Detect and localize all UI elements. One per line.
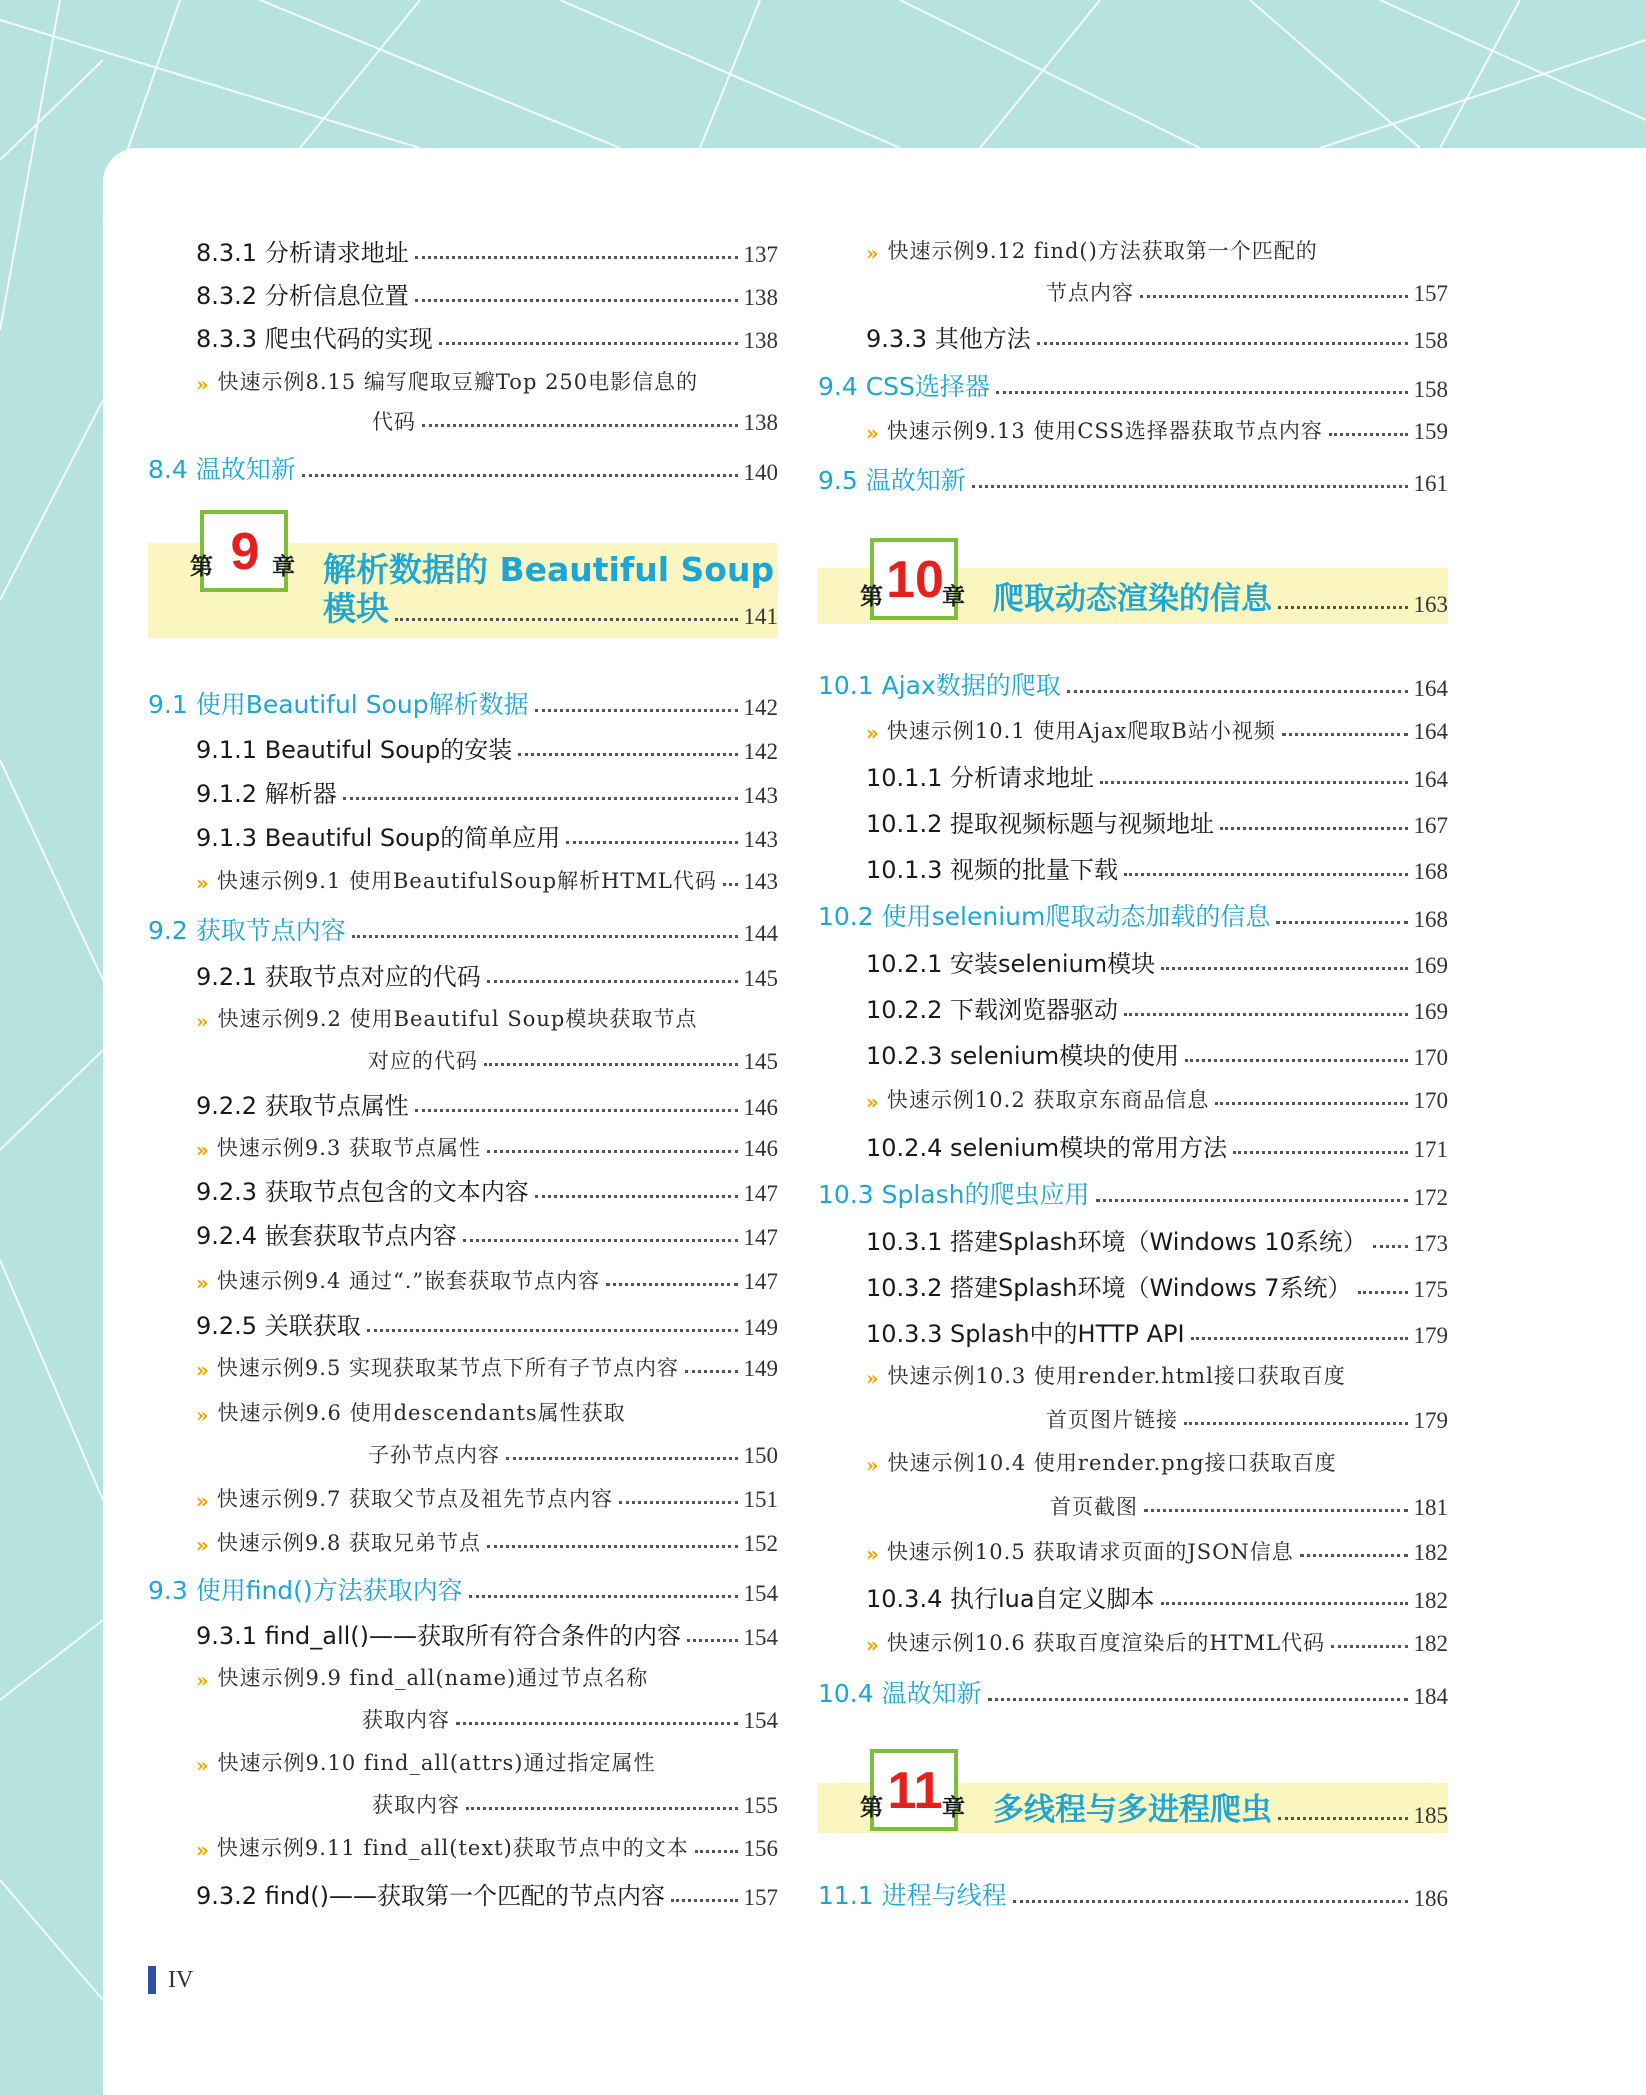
toc-entry[interactable] xyxy=(148,773,778,809)
page-ref: 149 xyxy=(743,1356,778,1381)
entry-label: 8.3.1 分析请求地址 xyxy=(196,239,409,267)
page-ref: 150 xyxy=(743,1443,778,1468)
dot-leader xyxy=(352,935,738,938)
entry-label: 代码 xyxy=(372,410,416,434)
entry-label: 9.3.3 其他方法 xyxy=(866,325,1031,353)
entry-label: 首页图片链接 xyxy=(1046,1408,1178,1432)
dot-leader xyxy=(996,391,1408,394)
page-ref: 164 xyxy=(1413,719,1448,744)
chevron-right-icon: » xyxy=(196,1533,209,1557)
chapter-heading-11[interactable] xyxy=(818,1749,1448,1833)
toc-example[interactable] xyxy=(818,409,1448,445)
chapter-title-line xyxy=(993,572,1448,618)
page-ref: 173 xyxy=(1413,1231,1448,1256)
page-ref: 143 xyxy=(743,869,778,894)
toc-example[interactable] xyxy=(148,1477,778,1513)
entry-label: 10.1.1 分析请求地址 xyxy=(866,764,1094,792)
page-ref: 169 xyxy=(1413,953,1448,978)
dot-leader xyxy=(566,841,737,844)
entry-label: 快速示例9.4 通过“.”嵌套获取节点内容 xyxy=(216,1269,601,1293)
toc-entry[interactable] xyxy=(148,1171,778,1207)
toc-section[interactable] xyxy=(148,450,778,486)
page-ref: 146 xyxy=(743,1136,778,1161)
dot-leader xyxy=(1329,433,1408,436)
toc-example[interactable] xyxy=(148,1346,778,1382)
page-ref: 179 xyxy=(1413,1323,1448,1348)
entry-label: 9.2.2 获取节点属性 xyxy=(196,1092,409,1120)
dot-leader xyxy=(972,485,1408,488)
toc-entry[interactable] xyxy=(818,943,1448,979)
dot-leader xyxy=(1278,606,1408,609)
entry-label: 10.3.1 搭建Splash环境（Windows 10系统） xyxy=(866,1228,1367,1256)
dot-leader xyxy=(1373,1245,1408,1248)
page-footer xyxy=(148,1965,193,1995)
dot-leader xyxy=(1215,1102,1407,1105)
chapter-title-line xyxy=(993,1785,1448,1829)
page-ref: 168 xyxy=(1413,907,1448,932)
entry-label: 9.1.1 Beautiful Soup的安装 xyxy=(196,736,513,764)
toc-entry[interactable] xyxy=(148,232,778,268)
toc-entry[interactable] xyxy=(148,1615,778,1651)
entry-label: 获取内容 xyxy=(362,1708,450,1732)
entry-label: 9.3.1 find_all()——获取所有符合条件的内容 xyxy=(196,1622,682,1650)
page-ref: 147 xyxy=(743,1269,778,1294)
entry-label: 快速示例10.4 使用render.png接口获取百度 xyxy=(887,1451,1337,1475)
dot-leader xyxy=(466,1807,738,1810)
entry-label: 8.3.2 分析信息位置 xyxy=(196,282,409,310)
dot-leader xyxy=(484,1063,738,1066)
toc-entry[interactable] xyxy=(148,729,778,765)
dot-leader xyxy=(415,256,738,259)
dot-leader xyxy=(606,1283,737,1286)
dot-leader xyxy=(1067,690,1408,693)
example-entry-line1[interactable] xyxy=(866,1441,1337,1477)
dot-leader xyxy=(469,1595,738,1598)
page-ref: 157 xyxy=(743,1885,778,1910)
toc-section[interactable] xyxy=(148,911,778,947)
dot-leader xyxy=(1184,1422,1408,1425)
entry-label: 9.2.5 关联获取 xyxy=(196,1312,361,1340)
entry-label: 9.2.3 获取节点包含的文本内容 xyxy=(196,1178,529,1206)
chapter-suffix: 章 xyxy=(272,554,295,580)
section-label: 8.4 温故知新 xyxy=(148,455,296,484)
chapter-title: 模块 xyxy=(323,589,389,628)
entry-label: 对应的代码 xyxy=(368,1049,478,1073)
dot-leader xyxy=(1185,1059,1407,1062)
dot-leader xyxy=(1161,1602,1408,1605)
page-ref: 145 xyxy=(743,966,778,991)
chapter-title: 解析数据的 Beautiful Soup xyxy=(323,550,775,589)
toc-section[interactable] xyxy=(818,461,1448,497)
entry-label: 10.3.4 执行lua自定义脚本 xyxy=(866,1585,1155,1613)
toc-entry[interactable] xyxy=(818,318,1448,354)
dot-leader xyxy=(1100,781,1408,784)
page-ref: 147 xyxy=(743,1181,778,1206)
entry-label: 子孙节点内容 xyxy=(368,1443,500,1467)
chevron-right-icon: » xyxy=(196,1838,209,1862)
chevron-right-icon: » xyxy=(866,241,880,265)
dot-leader xyxy=(415,299,738,302)
dot-leader xyxy=(302,474,738,477)
chapter-suffix: 章 xyxy=(942,584,965,610)
entry-label: 快速示例10.1 使用Ajax爬取B站小视频 xyxy=(886,719,1276,743)
dot-leader xyxy=(535,709,738,712)
example-entry-line1[interactable] xyxy=(196,997,697,1033)
entry-label: 快速示例10.6 获取百度渲染后的HTML代码 xyxy=(886,1631,1326,1655)
page-ref: 169 xyxy=(1413,999,1448,1024)
page-ref: 182 xyxy=(1413,1588,1448,1613)
toc-entry[interactable] xyxy=(818,989,1448,1025)
example-entry-line1[interactable] xyxy=(196,1741,655,1777)
page-ref: 181 xyxy=(1413,1495,1448,1520)
page-ref: 184 xyxy=(1413,1684,1448,1709)
entry-label: 首页截图 xyxy=(1050,1495,1138,1519)
page-ref: 163 xyxy=(1413,592,1448,617)
page-ref: 154 xyxy=(743,1581,778,1606)
chapter-number: 10 xyxy=(886,551,944,609)
page-ref: 147 xyxy=(743,1225,778,1250)
page-ref: 141 xyxy=(743,604,778,629)
dot-leader xyxy=(1276,921,1407,924)
dot-leader xyxy=(1144,1509,1408,1512)
section-label: 9.3 使用find()方法获取内容 xyxy=(148,1576,463,1605)
entry-label: 9.1.2 解析器 xyxy=(196,780,337,808)
toc-entry[interactable] xyxy=(148,400,778,436)
page-ref: 161 xyxy=(1413,471,1448,496)
toc-entry[interactable] xyxy=(818,803,1448,839)
entry-label: 10.1.2 提取视频标题与视频地址 xyxy=(866,810,1214,838)
page-ref: 138 xyxy=(743,410,778,435)
toc-entry[interactable] xyxy=(818,1485,1448,1521)
chevron-right-icon: » xyxy=(866,1090,879,1114)
page-ref: 142 xyxy=(743,739,778,764)
chevron-right-icon: » xyxy=(866,721,879,745)
section-label: 9.4 CSS选择器 xyxy=(818,372,990,401)
toc-entry[interactable] xyxy=(148,817,778,853)
chevron-right-icon: » xyxy=(196,1009,210,1033)
chevron-right-icon: » xyxy=(196,1403,210,1427)
entry-label: 快速示例9.5 实现获取某节点下所有子节点内容 xyxy=(216,1356,679,1380)
dot-leader xyxy=(723,883,738,886)
footer-marker xyxy=(148,1966,156,1994)
toc-section[interactable] xyxy=(818,367,1448,403)
toc-entry[interactable] xyxy=(148,275,778,311)
dot-leader xyxy=(1233,1151,1407,1154)
toc-example[interactable] xyxy=(818,1078,1448,1114)
page-ref: 170 xyxy=(1413,1088,1448,1113)
dot-leader xyxy=(506,1457,738,1460)
chevron-right-icon: » xyxy=(866,1453,880,1477)
example-entry-line1[interactable] xyxy=(196,1391,626,1427)
chevron-right-icon: » xyxy=(196,1138,209,1162)
chevron-right-icon: » xyxy=(196,871,209,895)
dot-leader xyxy=(1037,342,1408,345)
page-ref: 154 xyxy=(743,1625,778,1650)
dot-leader xyxy=(685,1370,738,1373)
chevron-right-icon: » xyxy=(196,372,210,396)
chevron-right-icon: » xyxy=(866,1366,880,1390)
entry-label: 10.2.1 安装selenium模块 xyxy=(866,950,1156,978)
entry-label: 9.2.4 嵌套获取节点内容 xyxy=(196,1222,457,1250)
entry-label: 快速示例10.3 使用render.html接口获取百度 xyxy=(887,1364,1346,1388)
entry-label: 快速示例8.15 编写爬取豆瓣Top 250电影信息的 xyxy=(217,370,699,394)
toc-entry[interactable] xyxy=(148,1875,778,1911)
section-label: 10.2 使用selenium爬取动态加载的信息 xyxy=(818,902,1271,931)
chapter-prefix: 第 xyxy=(190,554,213,580)
entry-label: 10.3.3 Splash中的HTTP API xyxy=(866,1320,1185,1348)
page-ref: 171 xyxy=(1413,1137,1448,1162)
toc-right-column xyxy=(818,0,1448,2095)
section-label: 9.2 获取节点内容 xyxy=(148,916,346,945)
page-ref: 179 xyxy=(1413,1408,1448,1433)
entry-label: 节点内容 xyxy=(1046,281,1134,305)
chevron-right-icon: » xyxy=(866,1633,879,1657)
toc-entry[interactable] xyxy=(148,1433,778,1469)
dot-leader xyxy=(1358,1291,1408,1294)
toc-entry[interactable] xyxy=(818,1127,1448,1163)
entry-label: 快速示例9.7 获取父节点及祖先节点内容 xyxy=(216,1487,613,1511)
chapter-heading-9[interactable] xyxy=(148,508,778,638)
dot-leader xyxy=(1331,1645,1407,1648)
chapter-suffix: 章 xyxy=(942,1795,965,1821)
chevron-right-icon: » xyxy=(866,1542,879,1566)
entry-label: 快速示例9.2 使用Beautiful Soup模块获取节点 xyxy=(217,1007,698,1031)
toc-section[interactable] xyxy=(148,1571,778,1607)
page-ref: 182 xyxy=(1413,1540,1448,1565)
toc-entry[interactable] xyxy=(818,271,1448,307)
dot-leader xyxy=(1278,1817,1408,1820)
page-ref: 145 xyxy=(743,1049,778,1074)
toc-section[interactable] xyxy=(818,1674,1448,1710)
page-ref: 138 xyxy=(743,285,778,310)
example-entry-line1[interactable] xyxy=(866,1354,1346,1390)
toc-entry[interactable] xyxy=(148,1215,778,1251)
section-label: 9.1 使用Beautiful Soup解析数据 xyxy=(148,690,529,719)
page-ref: 149 xyxy=(743,1315,778,1340)
dot-leader xyxy=(463,1239,738,1242)
page-ref: 167 xyxy=(1413,813,1448,838)
toc-entry[interactable] xyxy=(818,1267,1448,1303)
page-ref: 156 xyxy=(743,1836,778,1861)
page-ref: 155 xyxy=(743,1793,778,1818)
toc-section[interactable] xyxy=(818,1175,1448,1211)
dot-leader xyxy=(1124,1013,1408,1016)
chapter-title: 爬取动态渲染的信息 xyxy=(993,581,1272,617)
section-label: 10.1 Ajax数据的爬取 xyxy=(818,671,1061,700)
dot-leader xyxy=(1096,1199,1408,1202)
toc-example[interactable] xyxy=(148,1521,778,1557)
toc-entry[interactable] xyxy=(148,1783,778,1819)
chapter-title: 多线程与多进程爬虫 xyxy=(993,1792,1272,1828)
entry-label: 10.2.4 selenium模块的常用方法 xyxy=(866,1134,1228,1162)
entry-label: 9.3.2 find()——获取第一个匹配的节点内容 xyxy=(196,1882,665,1910)
dot-leader xyxy=(1220,827,1408,830)
dot-leader xyxy=(487,1150,738,1153)
section-label: 9.5 温故知新 xyxy=(818,466,966,495)
entry-label: 10.2.3 selenium模块的使用 xyxy=(866,1042,1180,1070)
page-ref: 143 xyxy=(743,783,778,808)
dot-leader xyxy=(695,1850,738,1853)
toc-example[interactable] xyxy=(818,709,1448,745)
page-ref: 182 xyxy=(1413,1631,1448,1656)
section-label: 10.3 Splash的爬虫应用 xyxy=(818,1180,1090,1209)
toc-left-column xyxy=(148,0,778,2095)
chevron-right-icon: » xyxy=(196,1753,210,1777)
toc-entry[interactable] xyxy=(148,1085,778,1121)
chapter-prefix: 第 xyxy=(860,584,883,610)
chapter-number: 9 xyxy=(230,523,260,581)
entry-label: 快速示例9.9 find_all(name)通过节点名称 xyxy=(217,1666,649,1690)
toc-entry[interactable] xyxy=(818,1221,1448,1257)
dot-leader xyxy=(988,1698,1408,1701)
toc-entry[interactable] xyxy=(148,318,778,354)
dot-leader xyxy=(343,797,738,800)
dot-leader xyxy=(1300,1554,1408,1557)
entry-label: 8.3.3 爬虫代码的实现 xyxy=(196,325,433,353)
toc-entry[interactable] xyxy=(818,1035,1448,1071)
chevron-right-icon: » xyxy=(196,1271,209,1295)
toc-section[interactable] xyxy=(818,897,1448,933)
dot-leader xyxy=(422,424,738,427)
example-entry-line1[interactable] xyxy=(196,1656,648,1692)
entry-label: 快速示例9.8 获取兄弟节点 xyxy=(216,1531,481,1555)
page-ref: 137 xyxy=(743,242,778,267)
toc-section[interactable] xyxy=(818,1876,1448,1912)
page-ref: 175 xyxy=(1413,1277,1448,1302)
dot-leader xyxy=(1282,733,1408,736)
dot-leader xyxy=(1191,1337,1408,1340)
chapter-title-line2 xyxy=(323,590,778,630)
dot-leader xyxy=(439,342,738,345)
toc-entry[interactable] xyxy=(818,1578,1448,1614)
chevron-right-icon: » xyxy=(866,421,879,445)
page-ref: 154 xyxy=(743,1708,778,1733)
chevron-right-icon: » xyxy=(196,1489,209,1513)
chapter-prefix: 第 xyxy=(860,1795,883,1821)
page-ref: 146 xyxy=(743,1095,778,1120)
entry-label: 获取内容 xyxy=(372,1793,460,1817)
chevron-right-icon: » xyxy=(196,1668,210,1692)
toc-example[interactable] xyxy=(148,1259,778,1295)
entry-label: 快速示例10.2 获取京东商品信息 xyxy=(886,1088,1210,1112)
toc-entry[interactable] xyxy=(818,1398,1448,1434)
entry-label: 快速示例9.6 使用descendants属性获取 xyxy=(217,1401,626,1425)
page-ref: 144 xyxy=(743,921,778,946)
toc-entry[interactable] xyxy=(148,1039,778,1075)
page-ref: 138 xyxy=(743,328,778,353)
dot-leader xyxy=(671,1899,738,1902)
toc-entry[interactable] xyxy=(148,1305,778,1341)
toc-section[interactable] xyxy=(818,666,1448,702)
entry-label: 10.2.2 下载浏览器驱动 xyxy=(866,996,1118,1024)
entry-label: 9.2.1 获取节点对应的代码 xyxy=(196,963,481,991)
chapter-number: 11 xyxy=(887,1762,943,1820)
example-entry-line1[interactable] xyxy=(196,360,698,396)
entry-label: 10.1.3 视频的批量下载 xyxy=(866,856,1118,884)
page-ref: 158 xyxy=(1413,328,1448,353)
example-entry-line1[interactable] xyxy=(866,229,1318,265)
toc-example[interactable] xyxy=(818,1530,1448,1566)
dot-leader xyxy=(687,1639,737,1642)
page-number: IV xyxy=(168,1966,194,1993)
page-ref: 142 xyxy=(743,695,778,720)
entry-label: 快速示例10.5 获取请求页面的JSON信息 xyxy=(886,1540,1294,1564)
chevron-right-icon: » xyxy=(196,1358,209,1382)
page-ref: 152 xyxy=(743,1531,778,1556)
section-label: 10.4 温故知新 xyxy=(818,1679,982,1708)
toc-example[interactable] xyxy=(818,1621,1448,1657)
dot-leader xyxy=(487,980,738,983)
dot-leader xyxy=(456,1722,738,1725)
toc-section[interactable] xyxy=(148,685,778,721)
page-ref: 158 xyxy=(1413,377,1448,402)
dot-leader xyxy=(518,753,737,756)
page-ref: 157 xyxy=(1413,281,1448,306)
page-ref: 164 xyxy=(1413,676,1448,701)
entry-label: 9.1.3 Beautiful Soup的简单应用 xyxy=(196,824,561,852)
entry-label: 快速示例9.13 使用CSS选择器获取节点内容 xyxy=(886,419,1323,443)
entry-label: 快速示例9.1 使用BeautifulSoup解析HTML代码 xyxy=(216,869,717,893)
section-label: 11.1 进程与线程 xyxy=(818,1881,1007,1910)
toc-example[interactable] xyxy=(148,1126,778,1162)
dot-leader xyxy=(535,1195,738,1198)
page-ref: 164 xyxy=(1413,767,1448,792)
toc-entry[interactable] xyxy=(818,757,1448,793)
entry-label: 快速示例9.10 find_all(attrs)通过指定属性 xyxy=(217,1751,656,1775)
page-ref: 143 xyxy=(743,827,778,852)
page-ref: 159 xyxy=(1413,419,1448,444)
page-ref: 140 xyxy=(743,460,778,485)
page-ref: 172 xyxy=(1413,1185,1448,1210)
page-ref: 170 xyxy=(1413,1045,1448,1070)
dot-leader xyxy=(619,1501,738,1504)
dot-leader xyxy=(1013,1900,1408,1903)
page-ref: 186 xyxy=(1413,1886,1448,1911)
dot-leader xyxy=(415,1109,738,1112)
toc-entry[interactable] xyxy=(818,849,1448,885)
dot-leader xyxy=(487,1545,738,1548)
entry-label: 快速示例9.12 find()方法获取第一个匹配的 xyxy=(887,239,1318,263)
toc-entry[interactable] xyxy=(818,1313,1448,1349)
entry-label: 快速示例9.3 获取节点属性 xyxy=(216,1136,481,1160)
toc-example[interactable] xyxy=(148,859,778,895)
page-ref: 168 xyxy=(1413,859,1448,884)
page-ref: 185 xyxy=(1413,1803,1448,1828)
dot-leader xyxy=(1161,967,1407,970)
page-ref: 151 xyxy=(743,1487,778,1512)
dot-leader xyxy=(395,618,738,621)
dot-leader xyxy=(1124,873,1408,876)
entry-label: 快速示例9.11 find_all(text)获取节点中的文本 xyxy=(216,1836,689,1860)
toc-entry[interactable] xyxy=(148,1698,778,1734)
chapter-heading-10[interactable] xyxy=(818,538,1448,624)
dot-leader xyxy=(1140,295,1408,298)
toc-example[interactable] xyxy=(148,1826,778,1862)
entry-label: 10.3.2 搭建Splash环境（Windows 7系统） xyxy=(866,1274,1352,1302)
toc-entry[interactable] xyxy=(148,956,778,992)
dot-leader xyxy=(367,1329,738,1332)
